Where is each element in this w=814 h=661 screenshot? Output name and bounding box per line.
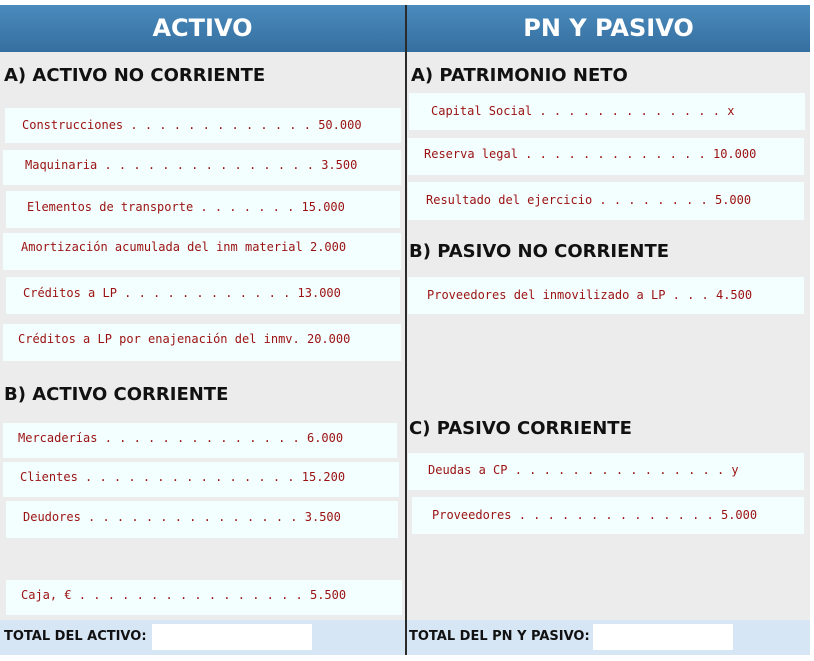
pn-pasivo-column xyxy=(407,5,810,620)
item-capital-social[interactable] xyxy=(409,93,805,130)
pn-pasivo-header: PN Y PASIVO xyxy=(407,5,810,52)
item-label: Créditos a LP . . . . . . . . . . . . 13.000 xyxy=(23,286,341,300)
item-proveedores[interactable] xyxy=(412,497,804,534)
item-label: Créditos a LP por enajenación del inmv. 20.000 xyxy=(18,332,351,346)
section-pasivo-no-corriente-title: B) PASIVO NO CORRIENTE xyxy=(409,241,670,262)
item-resultado-ejercicio[interactable] xyxy=(408,182,804,220)
item-label: Clientes . . . . . . . . . . . . . . . 15.200 xyxy=(20,470,346,484)
item-maquinaria[interactable] xyxy=(3,150,401,185)
item-label: Amortización acumulada del inm material 2.000 xyxy=(21,240,347,254)
item-construcciones[interactable] xyxy=(5,108,401,143)
item-label: Maquinaria . . . . . . . . . . . . . . . 3.500 xyxy=(25,158,358,172)
activo-header: ACTIVO xyxy=(0,5,405,52)
item-amortizacion[interactable] xyxy=(3,233,401,270)
total-pn-pasivo-input[interactable] xyxy=(593,624,733,650)
total-activo-input[interactable] xyxy=(152,624,312,650)
item-label: Proveedores del inmovilizado a LP . . . 4.500 xyxy=(427,288,753,302)
item-caja[interactable] xyxy=(6,580,402,615)
item-label: Deudas a CP . . . . . . . . . . . . . . . y xyxy=(428,463,739,477)
section-activo-no-corriente-title: A) ACTIVO NO CORRIENTE xyxy=(4,65,266,86)
item-label: Reserva legal . . . . . . . . . . . . . 10.000 xyxy=(424,147,757,161)
item-deudores[interactable] xyxy=(6,501,398,538)
section-pasivo-corriente-title: C) PASIVO CORRIENTE xyxy=(409,418,632,439)
total-pn-pasivo-label: TOTAL DEL PN Y PASIVO: xyxy=(409,629,590,644)
item-label: Mercaderías . . . . . . . . . . . . . . 6.000 xyxy=(18,431,344,445)
item-label: Capital Social . . . . . . . . . . . . . x xyxy=(431,104,735,118)
item-creditos-lp-enajenacion[interactable] xyxy=(3,324,401,361)
item-label: Proveedores . . . . . . . . . . . . . . 5.000 xyxy=(432,508,758,522)
total-activo-row xyxy=(0,620,405,655)
item-clientes[interactable] xyxy=(3,462,399,497)
item-elementos-transporte[interactable] xyxy=(6,191,400,228)
activo-column xyxy=(0,5,405,620)
section-patrimonio-neto-title: A) PATRIMONIO NETO xyxy=(411,65,628,86)
item-mercaderias[interactable] xyxy=(3,423,397,458)
item-label: Caja, € . . . . . . . . . . . . . . . . 5.500 xyxy=(21,588,347,602)
item-reserva-legal[interactable] xyxy=(408,138,804,175)
total-pn-pasivo-row xyxy=(407,620,810,655)
item-creditos-lp[interactable] xyxy=(6,277,400,314)
total-activo-label: TOTAL DEL ACTIVO: xyxy=(4,629,147,644)
item-label: Elementos de transporte . . . . . . . 15.000 xyxy=(27,200,345,214)
item-label: Resultado del ejercicio . . . . . . . . 5.000 xyxy=(426,193,752,207)
item-proveedores-inmovilizado-lp[interactable] xyxy=(408,277,804,314)
item-deudas-cp[interactable] xyxy=(408,453,804,490)
item-label: Deudores . . . . . . . . . . . . . . . 3.500 xyxy=(23,510,341,524)
column-divider xyxy=(405,5,407,655)
section-activo-corriente-title: B) ACTIVO CORRIENTE xyxy=(4,384,229,405)
item-label: Construcciones . . . . . . . . . . . . . 50.000 xyxy=(22,118,362,132)
